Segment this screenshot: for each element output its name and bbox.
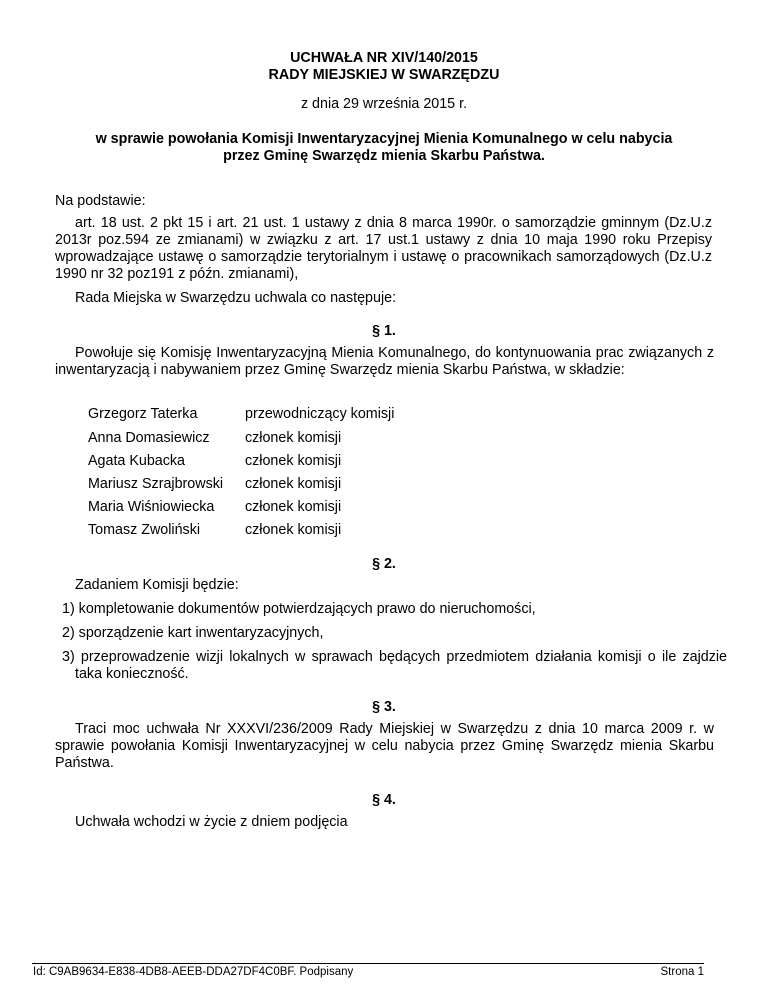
section-4-text: Uchwała wchodzi w życie z dniem podjęcia <box>75 814 348 830</box>
resolution-intro: Rada Miejska w Swarzędzu uchwala co następuje: <box>75 290 397 306</box>
footer-divider <box>32 963 704 964</box>
resolution-subject <box>0 131 768 165</box>
section-2-heading: § 2. <box>372 556 396 572</box>
task-item: 1) kompletowanie dokumentów potwierdzających prawo do nieruchomości, <box>62 601 536 617</box>
section-3-text: Traci moc uchwała Nr XXXVI/236/2009 Rady Miejskiej w Swarzędzu z dnia 10 marca 2009 r. w sprawie powołania Komisji Inwentaryzacyjnej w celu nabycia przez Gminę Swarzędz mienia Skarbu Państwa. <box>55 721 714 771</box>
basis-text: art. 18 ust. 2 pkt 15 i art. 21 ust. 1 ustawy z dnia 8 marca 1990r. o samorządzie gminnym (Dz.U.z 2013r poz.594 ze zmianami) w związku z art. 17 ust.1 ustawy z dnia 10 maja 1990 roku Przepisy wprowadzające ustawę o samorządzie terytorialnym i ustawę o pracownikach samorządowych (Dz.U.z 1990 nr 32 poz191 z późn. zmianami), <box>55 215 712 282</box>
member-name: Agata Kubacka <box>88 453 185 469</box>
subject-line-2: przez Gminę Swarzędz mienia Skarbu Państwa. <box>223 148 545 164</box>
resolution-title <box>0 50 768 84</box>
member-role: członek komisji <box>245 522 342 538</box>
section-1-heading: § 1. <box>372 323 396 339</box>
title-line-2: RADY MIEJSKIEJ W SWARZĘDZU <box>268 67 500 83</box>
section-2-intro: Zadaniem Komisji będzie: <box>75 577 239 593</box>
page-number: Strona 1 <box>660 966 704 978</box>
member-role: przewodniczący komisji <box>245 406 395 422</box>
member-name: Maria Wiśniowiecka <box>88 499 215 515</box>
section-4-heading: § 4. <box>372 792 396 808</box>
task-item: 3) przeprowadzenie wizji lokalnych w sprawach będących przedmiotem działania komisji o ile zajdzie taka konieczność. <box>62 649 727 682</box>
task-item: 2) sporządzenie kart inwentaryzacyjnych, <box>62 625 324 641</box>
basis-label: Na podstawie: <box>55 193 146 209</box>
section-3-heading: § 3. <box>372 699 396 715</box>
member-name: Anna Domasiewicz <box>88 430 210 446</box>
resolution-date: z dnia 29 września 2015 r. <box>300 96 468 112</box>
member-role: członek komisji <box>245 430 342 446</box>
member-role: członek komisji <box>245 499 342 515</box>
member-name: Tomasz Zwoliński <box>88 522 201 538</box>
member-name: Grzegorz Taterka <box>88 406 198 422</box>
document-id: Id: C9AB9634-E838-4DB8-AEEB-DDA27DF4C0BF. Podpisany <box>33 966 354 978</box>
title-line-1: UCHWAŁA NR XIV/140/2015 <box>290 50 478 66</box>
member-role: członek komisji <box>245 476 342 492</box>
section-1-text: Powołuje się Komisję Inwentaryzacyjną Mienia Komunalnego, do kontynuowania prac związanych z inwentaryzacją i nabywaniem przez Gminę Swarzędz mienia Skarbu Państwa, w składzie: <box>55 345 714 378</box>
member-name: Mariusz Szrajbrowski <box>88 476 224 492</box>
member-role: członek komisji <box>245 453 342 469</box>
subject-line-1: w sprawie powołania Komisji Inwentaryzacyjnej Mienia Komunalnego w celu nabycia <box>95 131 673 147</box>
